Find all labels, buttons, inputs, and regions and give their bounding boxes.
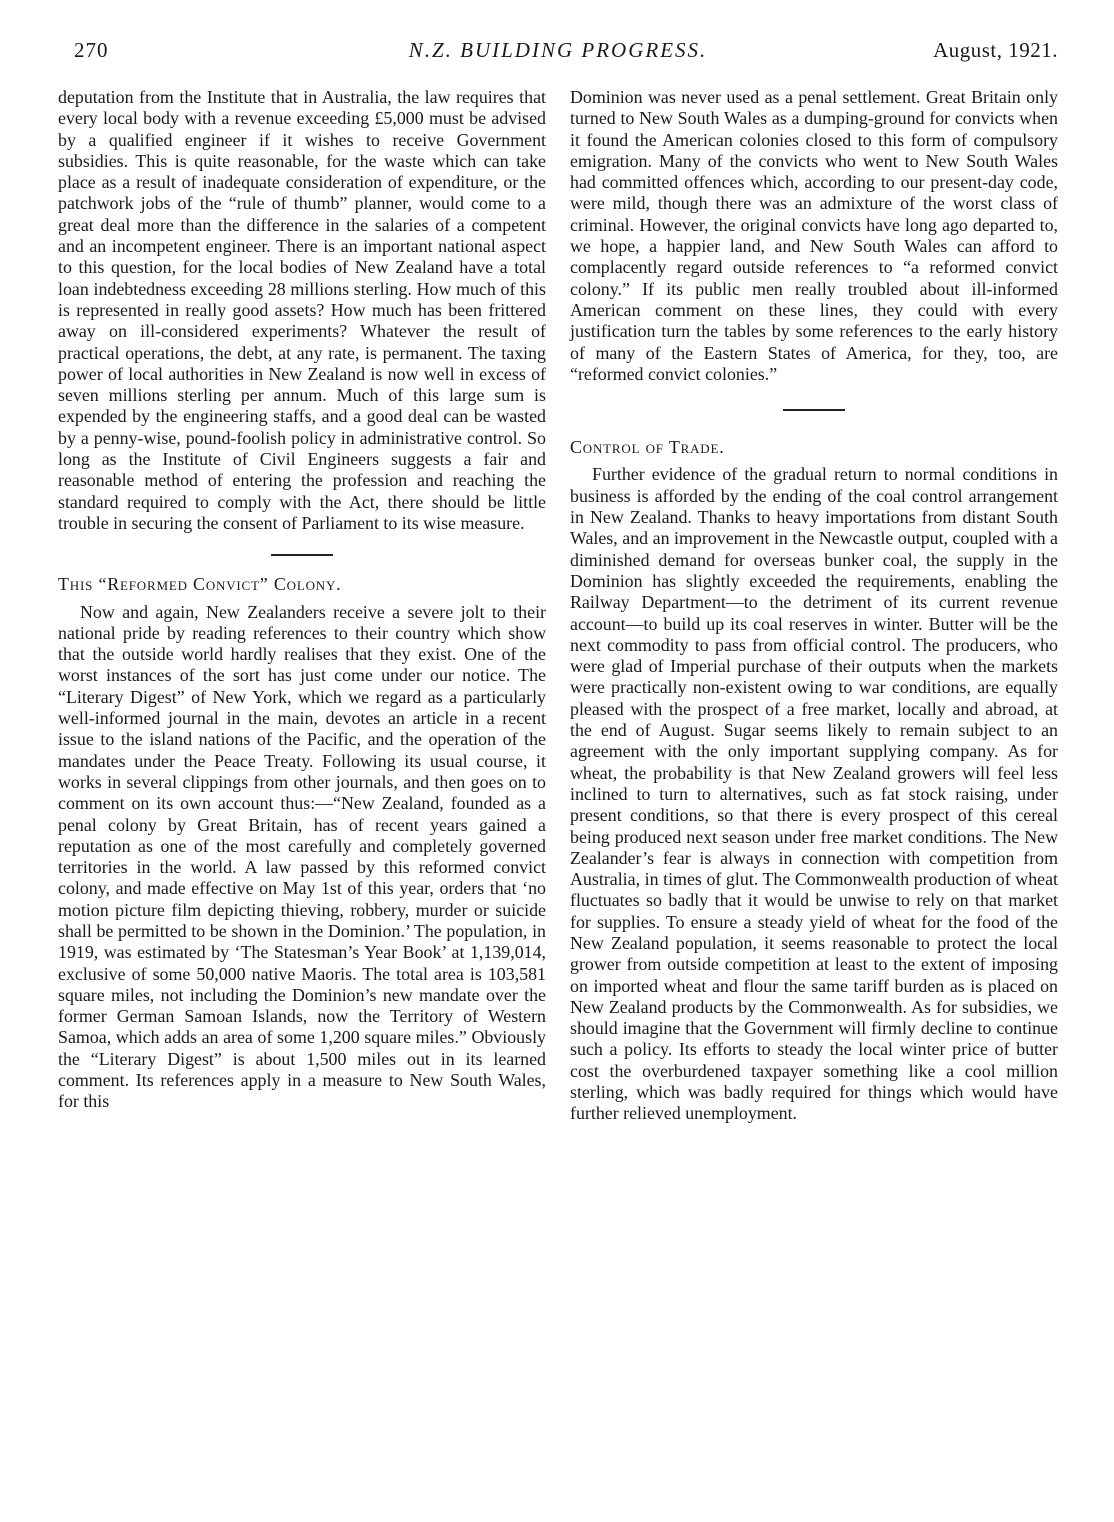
convict-colony-paragraph: Now and again, New Zealanders receive a severe jolt to their national pride by reading references to their country which show that the outside world hardly realises that they exist. One of the worst instances of the sort has just come under our notice. The “Literary Digest” of New York, which we regard as a particularly well-informed journal in the main, devotes an article in a recent issue to the island nations of the Pacific, and the operation of the mandates under the Peace Treaty. Following its usual course, it works in several clippings from other journals, and then goes on to comment on its own account thus:—“New Zealand, founded as a penal colony by Great Britain, has of recent years gained a reputation as one of the most carefully and completely governed territories in the world. A law passed by this reformed convict colony, and made effective on May 1st of this year, orders that ‘no motion picture film depicting thieving, robbery, murder or suicide shall be permitted to be shown in the Dominion.’ The population, in 1919, was estimated by ‘The Statesman’s Year Book’ at 1,139,014, exclusive of some 50,000 native Maoris. The total area is 103,581 square miles, not including the Dominion’s new mandate over the former German Samoan Islands, now the Territory of Western Samoa, which adds an area of some 1,200 square miles.” Obviously the “Literary Digest” is about 1,500 miles out in its learned comment. Its references apply in a measure to New South Wales, for this [58,601,546,1112]
text-columns [58,87,1058,1125]
engineers-paragraph: deputation from the Institute that in Australia, the law requires that every local body with a revenue exceeding £5,000 must be advised by a qualified engineer if it wishes to receive Government subsidies. This is quite reasonable, for the waste which can take place as a result of inadequate consideration of expenditure, or the patchwork jobs of the “rule of thumb” planner, would come to a great deal more than the difference in the salaries of a competent and an incompetent engineer. There is an important national aspect to this question, for the local bodies of New Zealand have a total loan indebtedness exceeding 28 millions sterling. How much of this is represented in really good assets? How much has been frittered away on ill-considered experiments? Whatever the result of practical operations, the debt, at any rate, is permanent. The taxing power of local authorities in New Zealand is now well in excess of seven millions sterling per annum. Much of this large sum is expended by the engineering staffs, and a good deal can be wasted by a penny-wise, pound-foolish policy in administrative control. So long as the Institute of Civil Engineers suggests a fair and reasonable method of entering the profession and reaching the standard required to comply with the Act, there should be little trouble in securing the consent of Parliament to its wise measure. [58,87,546,533]
section-divider [783,409,845,411]
section-divider [271,554,333,556]
control-of-trade-paragraph: Further evidence of the gradual return to normal conditions in business is afforded by the ending of the coal control arrangement in New Zealand. Thanks to heavy importations from distant South Wales, and an improvement in the Newcastle output, coupled with a diminished demand for overseas bunker coal, the supply in the Dominion has slightly exceeded the requirements, enabling the Railway Department—to the detriment of its current revenue account—to build up its coal reserves in winter. Butter will be the next commodity to pass from official control. The producers, who were glad of Imperial purchase of their outputs when the markets were practically non-existent owing to war conditions, are equally pleased with the prospect of a free market, locally and abroad, at the end of August. Sugar seems likely to remain subject to an agreement with the only important supplying company. As for wheat, the probability is that New Zealand growers will feel less inclined to turn to alternatives, such as fat stock raising, under present conditions, so that there is every prospect of this cereal being produced next season under free market conditions. The New Zealander’s fear is always in connection with competition from Australia, in times of glut. The Commonwealth production of wheat fluctuates so badly that it would be unwise to rely on that market for supplies. To ensure a steady yield of wheat for the food of the New Zealand population, it seems reasonable to protect the local grower from outside competition at least to the extent of imposing on imported wheat and flour the same tariff burden as is placed on New Zealand products by the Commonwealth. As for subsidies, we should imagine that the Government will firmly decline to continue such a policy. Its efforts to steady the local winter price of butter cost the overburdened taxpayer something like a cool million sterling, which was badly required for things which would have further relieved unemployment. [570,464,1058,1124]
page-header [58,28,1058,68]
section-heading-convict-colony: This “Reformed Convict” Colony. [58,574,342,595]
page-number: 270 [74,38,109,62]
left-column [58,87,546,1125]
right-column [570,87,1058,1125]
section-heading-control-of-trade: Control of Trade. [570,437,725,458]
running-title: N.Z. BUILDING PROGRESS. [408,38,708,62]
penal-settlement-paragraph: Dominion was never used as a penal settlement. Great Britain only turned to New South Wales as a dumping-ground for convicts when it found the American colonies closed to this form of compulsory emigration. Many of the convicts who went to New South Wales had committed offences which, according to our present-day code, were mild, though there was an admixture of the worst class of criminal. However, the original convicts have long ago departed to, we hope, a happier land, and New South Wales can afford to complacently regard outside references to “a reformed convict colony.” If its public men really troubled about ill-informed American comment on these lines, they could with every justification turn the tables by some references to the early history of many of the Eastern States of America, for they, too, are “reformed convict colonies.” [570,87,1058,384]
issue-date: August, 1921. [933,38,1058,62]
